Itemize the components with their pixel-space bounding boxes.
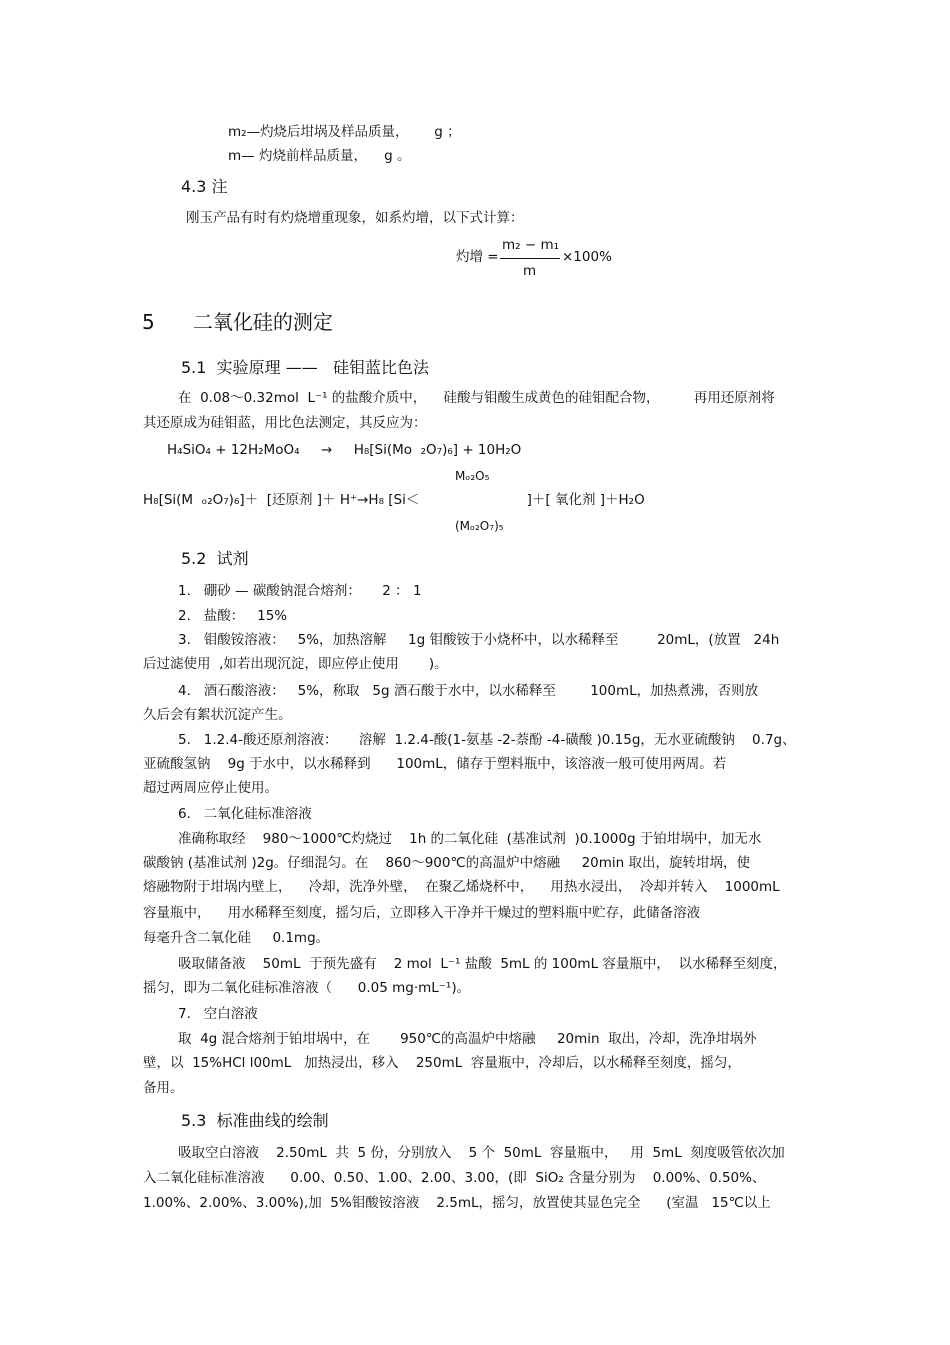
formula-fraction-bar [500, 258, 560, 259]
reagent-3-line1: 3. 钼酸铵溶液： 5%，加热溶解 1g 钼酸铵于小烧杯中，以水稀释至 20mL，(放置 24h [178, 632, 780, 648]
formula-numerator: m₂ − m₁ [502, 237, 560, 253]
paragraph-5-3-line2: 入二氧化硅标准溶液 0.00、0.50、1.00、2.00、3.00，(即 SiO₂ 含量分别为 0.00%、0.50%、 [143, 1170, 766, 1186]
reagent-1: 1. 硼砂 — 碳酸钠混合熔剂： 2 ： 1 [178, 583, 422, 599]
reagent-5-line2: 亚硫酸氢钠 9g 于水中，以水稀释到 100mL，储存于塑料瓶中，该溶液一般可使用两周。若 [143, 756, 727, 772]
equation-2-bottom: (Mₒ₂O₇)₅ [455, 519, 504, 533]
heading-5-3: 5.3 标准曲线的绘制 [181, 1111, 329, 1130]
reagent-6-title: 6. 二氧化硅标准溶液 [178, 806, 312, 822]
equation-2: H₈[Si(M ₒ₂O₇)₆]＋ [还原剂 ]＋ H⁺→H₈ [Si＜ ]＋[ 氧化剂 ]＋H₂O [143, 492, 645, 508]
reagent-7-line3: 备用。 [143, 1080, 184, 1096]
reagent-6-line4: 容量瓶中， 用水稀释至刻度，摇匀后，立即移入干净并干燥过的塑料瓶中贮存，此储备溶液 [143, 905, 701, 921]
reagent-6-line1: 准确称取经 980～1000℃灼烧过 1h 的二氧化硅 (基准试剂 )0.1000g 于铂坩埚中，加无水 [178, 831, 762, 847]
paragraph-5-1-line1: 在 0.08～0.32mol L⁻¹ 的盐酸介质中， 硅酸与钼酸生成黄色的硅钼配合物， 再用还原剂将 [178, 390, 775, 406]
heading-5-1: 5.1 实验原理 —— 硅钼蓝比色法 [181, 358, 429, 377]
line-m-definition: m— 灼烧前样品质量， g 。 [228, 148, 411, 164]
formula-lhs: 灼增 = [456, 249, 499, 265]
reagent-7-line2: 壁，以 15%HCl l00mL 加热浸出，移入 250mL 容量瓶中，冷却后，以水稀释至刻度，摇匀， [143, 1055, 741, 1071]
reagent-6-line7: 摇匀，即为二氧化硅标准溶液（ 0.05 mg·mL⁻¹)。 [143, 980, 471, 996]
heading-5: 5 二氧化硅的测定 [142, 310, 333, 334]
heading-5-2: 5.2 试剂 [181, 549, 249, 568]
paragraph-5-3-line1: 吸取空白溶液 2.50mL 共 5 份，分别放入 5 个 50mL 容量瓶中， 用 5mL 刻度吸管依次加 [178, 1145, 785, 1161]
equation-1: H₄SiO₄ + 12H₂MoO₄ → H₈[Si(Mo ₂O₇)₆] + 10H₂O [167, 442, 522, 458]
note-paragraph: 刚玉产品有时有灼烧增重现象，如系灼增，以下式计算： [186, 210, 524, 226]
reagent-6-line6: 吸取储备液 50mL 于预先盛有 2 mol L⁻¹ 盐酸 5mL 的 100mL 容量瓶中， 以水稀释至刻度， [178, 956, 787, 972]
reagent-4-line2: 久后会有絮状沉淀产生。 [143, 707, 292, 723]
reagent-6-line3: 熔融物附于坩埚内壁上， 冷却，洗净外壁， 在聚乙烯烧杯中， 用热水浸出， 冷却并转入 1000mL [143, 879, 780, 895]
paragraph-5-1-line2: 其还原成为硅钼蓝，用比色法测定，其反应为： [143, 415, 427, 431]
formula [456, 234, 626, 284]
heading-4-3: 4.3 注 [181, 177, 228, 196]
paragraph-5-3-line3: 1.00%、2.00%、3.00%),加 5%钼酸铵溶液 2.5mL，摇匀，放置使其显色完全 (室温 15℃以上 [143, 1195, 771, 1211]
reagent-6-line5: 每毫升含二氧化硅 0.1mg。 [143, 930, 330, 946]
reagent-2: 2. 盐酸： 15% [178, 608, 288, 624]
reagent-5-line3: 超过两周应停止使用。 [143, 780, 278, 796]
formula-denominator: m [523, 263, 537, 279]
reagent-4-line1: 4. 酒石酸溶液： 5%，称取 5g 酒石酸于水中，以水稀释至 100mL，加热煮沸，否则放 [178, 683, 759, 699]
reagent-7-title: 7. 空白溶液 [178, 1006, 258, 1022]
reagent-3-line2: 后过滤使用 ,如若出现沉淀，即应停止使用 )。 [143, 656, 448, 672]
equation-2-top: Mₒ₂O₅ [455, 469, 490, 483]
line-m2-definition: m₂—灼烧后坩埚及样品质量， g ； [228, 124, 461, 140]
formula-rhs: ×100% [562, 249, 612, 265]
reagent-6-line2: 碳酸钠 (基准试剂 )2g。仔细混匀。在 860～900℃的高温炉中熔融 20min 取出，旋转坩埚，使 [143, 855, 751, 871]
reagent-7-line1: 取 4g 混合熔剂于铂坩埚中，在 950℃的高温炉中熔融 20min 取出，冷却，洗净坩埚外 [178, 1031, 757, 1047]
reagent-5-line1: 5. 1.2.4-酸还原剂溶液： 溶解 1.2.4-酸(1-氨基 -2-萘酚 -4-磺酸 )0.15g，无水亚硫酸钠 0.7g、 [178, 732, 796, 748]
